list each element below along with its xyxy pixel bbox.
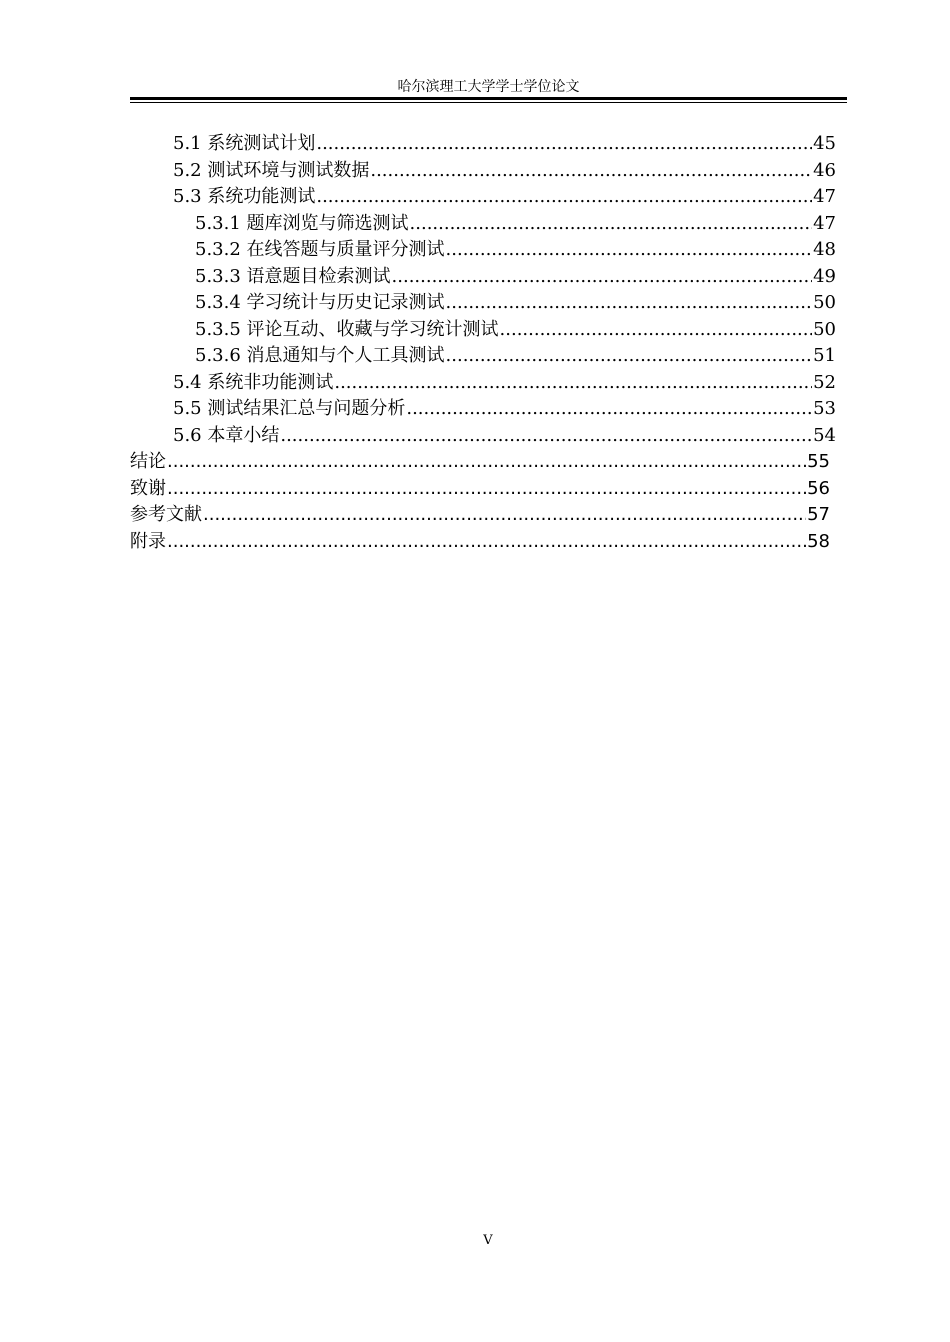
toc-entry-5-3-5[interactable] [195, 317, 836, 343]
toc-entry-5-3-2[interactable] [195, 237, 836, 263]
toc-entry-text: 5.1 系统测试计划 [173, 133, 316, 154]
toc-leader-dots [167, 449, 806, 475]
toc-entry-page: 48 [813, 239, 836, 260]
toc-entry-page: 52 [813, 371, 836, 393]
toc-entry-text: 5.5 测试结果汇总与问题分析 [173, 398, 406, 419]
toc-entry-page: 45 [813, 133, 836, 154]
toc-entry-5-6[interactable] [173, 423, 836, 449]
toc-entry-5-5[interactable] [173, 396, 836, 422]
toc-leader-dots [392, 264, 813, 290]
toc-entry-references[interactable] [130, 502, 830, 528]
toc-entry-5-3-3[interactable] [195, 264, 836, 290]
toc-entry-5-3-4[interactable] [195, 290, 836, 316]
toc-entry-5-3-6[interactable] [195, 343, 836, 369]
toc-entry-text: 结论 [130, 451, 166, 472]
toc-entry-page: 54 [813, 424, 836, 446]
toc-leader-dots [446, 237, 813, 263]
header-rule-thick [130, 97, 847, 100]
toc-entry-5-2[interactable] [173, 158, 836, 184]
toc-leader-dots [203, 502, 806, 528]
toc-entry-page: 51 [813, 345, 836, 366]
toc-entry-page: 58 [807, 530, 830, 552]
toc-entry-text: 5.3 系统功能测试 [173, 186, 316, 207]
header-rule-thin [130, 102, 847, 103]
toc-entry-page: 55 [807, 451, 830, 472]
toc-leader-dots [500, 317, 813, 343]
page-number: V [483, 1233, 493, 1248]
toc-entry-5-3[interactable] [173, 184, 836, 210]
toc-leader-dots [410, 211, 813, 237]
toc-leader-dots [446, 290, 813, 316]
toc-entry-page: 47 [813, 212, 836, 234]
toc-entry-text: 5.4 系统非功能测试 [173, 371, 334, 393]
toc-entry-page: 49 [813, 265, 836, 287]
toc-entry-page: 56 [807, 477, 830, 499]
toc-entry-5-1[interactable] [173, 131, 836, 157]
toc-leader-dots [167, 476, 806, 502]
toc-entry-page: 47 [813, 186, 836, 207]
toc-leader-dots [334, 370, 812, 396]
toc-leader-dots [406, 396, 812, 422]
toc-entry-5-4[interactable] [173, 370, 836, 396]
toc-entry-text: 5.6 本章小结 [173, 424, 280, 446]
running-header-title: 哈尔滨理工大学学士学位论文 [397, 79, 580, 95]
toc-leader-dots [316, 131, 812, 157]
toc-entry-text: 5.3.1 题库浏览与筛选测试 [195, 212, 409, 234]
toc-entry-text: 5.3.2 在线答题与质量评分测试 [195, 239, 445, 260]
toc-entry-5-3-1[interactable] [195, 211, 836, 237]
toc-entry-text: 5.3.3 语意题目检索测试 [195, 265, 391, 287]
toc-entry-text: 5.3.6 消息通知与个人工具测试 [195, 345, 445, 366]
toc-entry-conclusion[interactable] [130, 449, 830, 475]
toc-entry-page: 57 [807, 504, 830, 525]
toc-leader-dots [280, 423, 812, 449]
toc-entry-page: 50 [813, 318, 836, 340]
toc-leader-dots [370, 158, 812, 184]
toc-entry-page: 53 [813, 398, 836, 419]
toc-leader-dots [167, 529, 806, 555]
toc-entry-text: 5.3.5 评论互动、收藏与学习统计测试 [195, 318, 499, 340]
toc-entry-acknowledgements[interactable] [130, 476, 830, 502]
toc-entry-text: 参考文献 [130, 504, 202, 525]
toc-entry-text: 5.3.4 学习统计与历史记录测试 [195, 292, 445, 313]
toc-leader-dots [316, 184, 812, 210]
toc-entry-text: 5.2 测试环境与测试数据 [173, 159, 370, 181]
toc-entry-page: 50 [813, 292, 836, 313]
toc-entry-text: 致谢 [130, 477, 166, 499]
toc-entry-page: 46 [813, 159, 836, 181]
toc-entry-appendix[interactable] [130, 529, 830, 555]
toc-entry-text: 附录 [130, 530, 166, 552]
toc-leader-dots [446, 343, 813, 369]
